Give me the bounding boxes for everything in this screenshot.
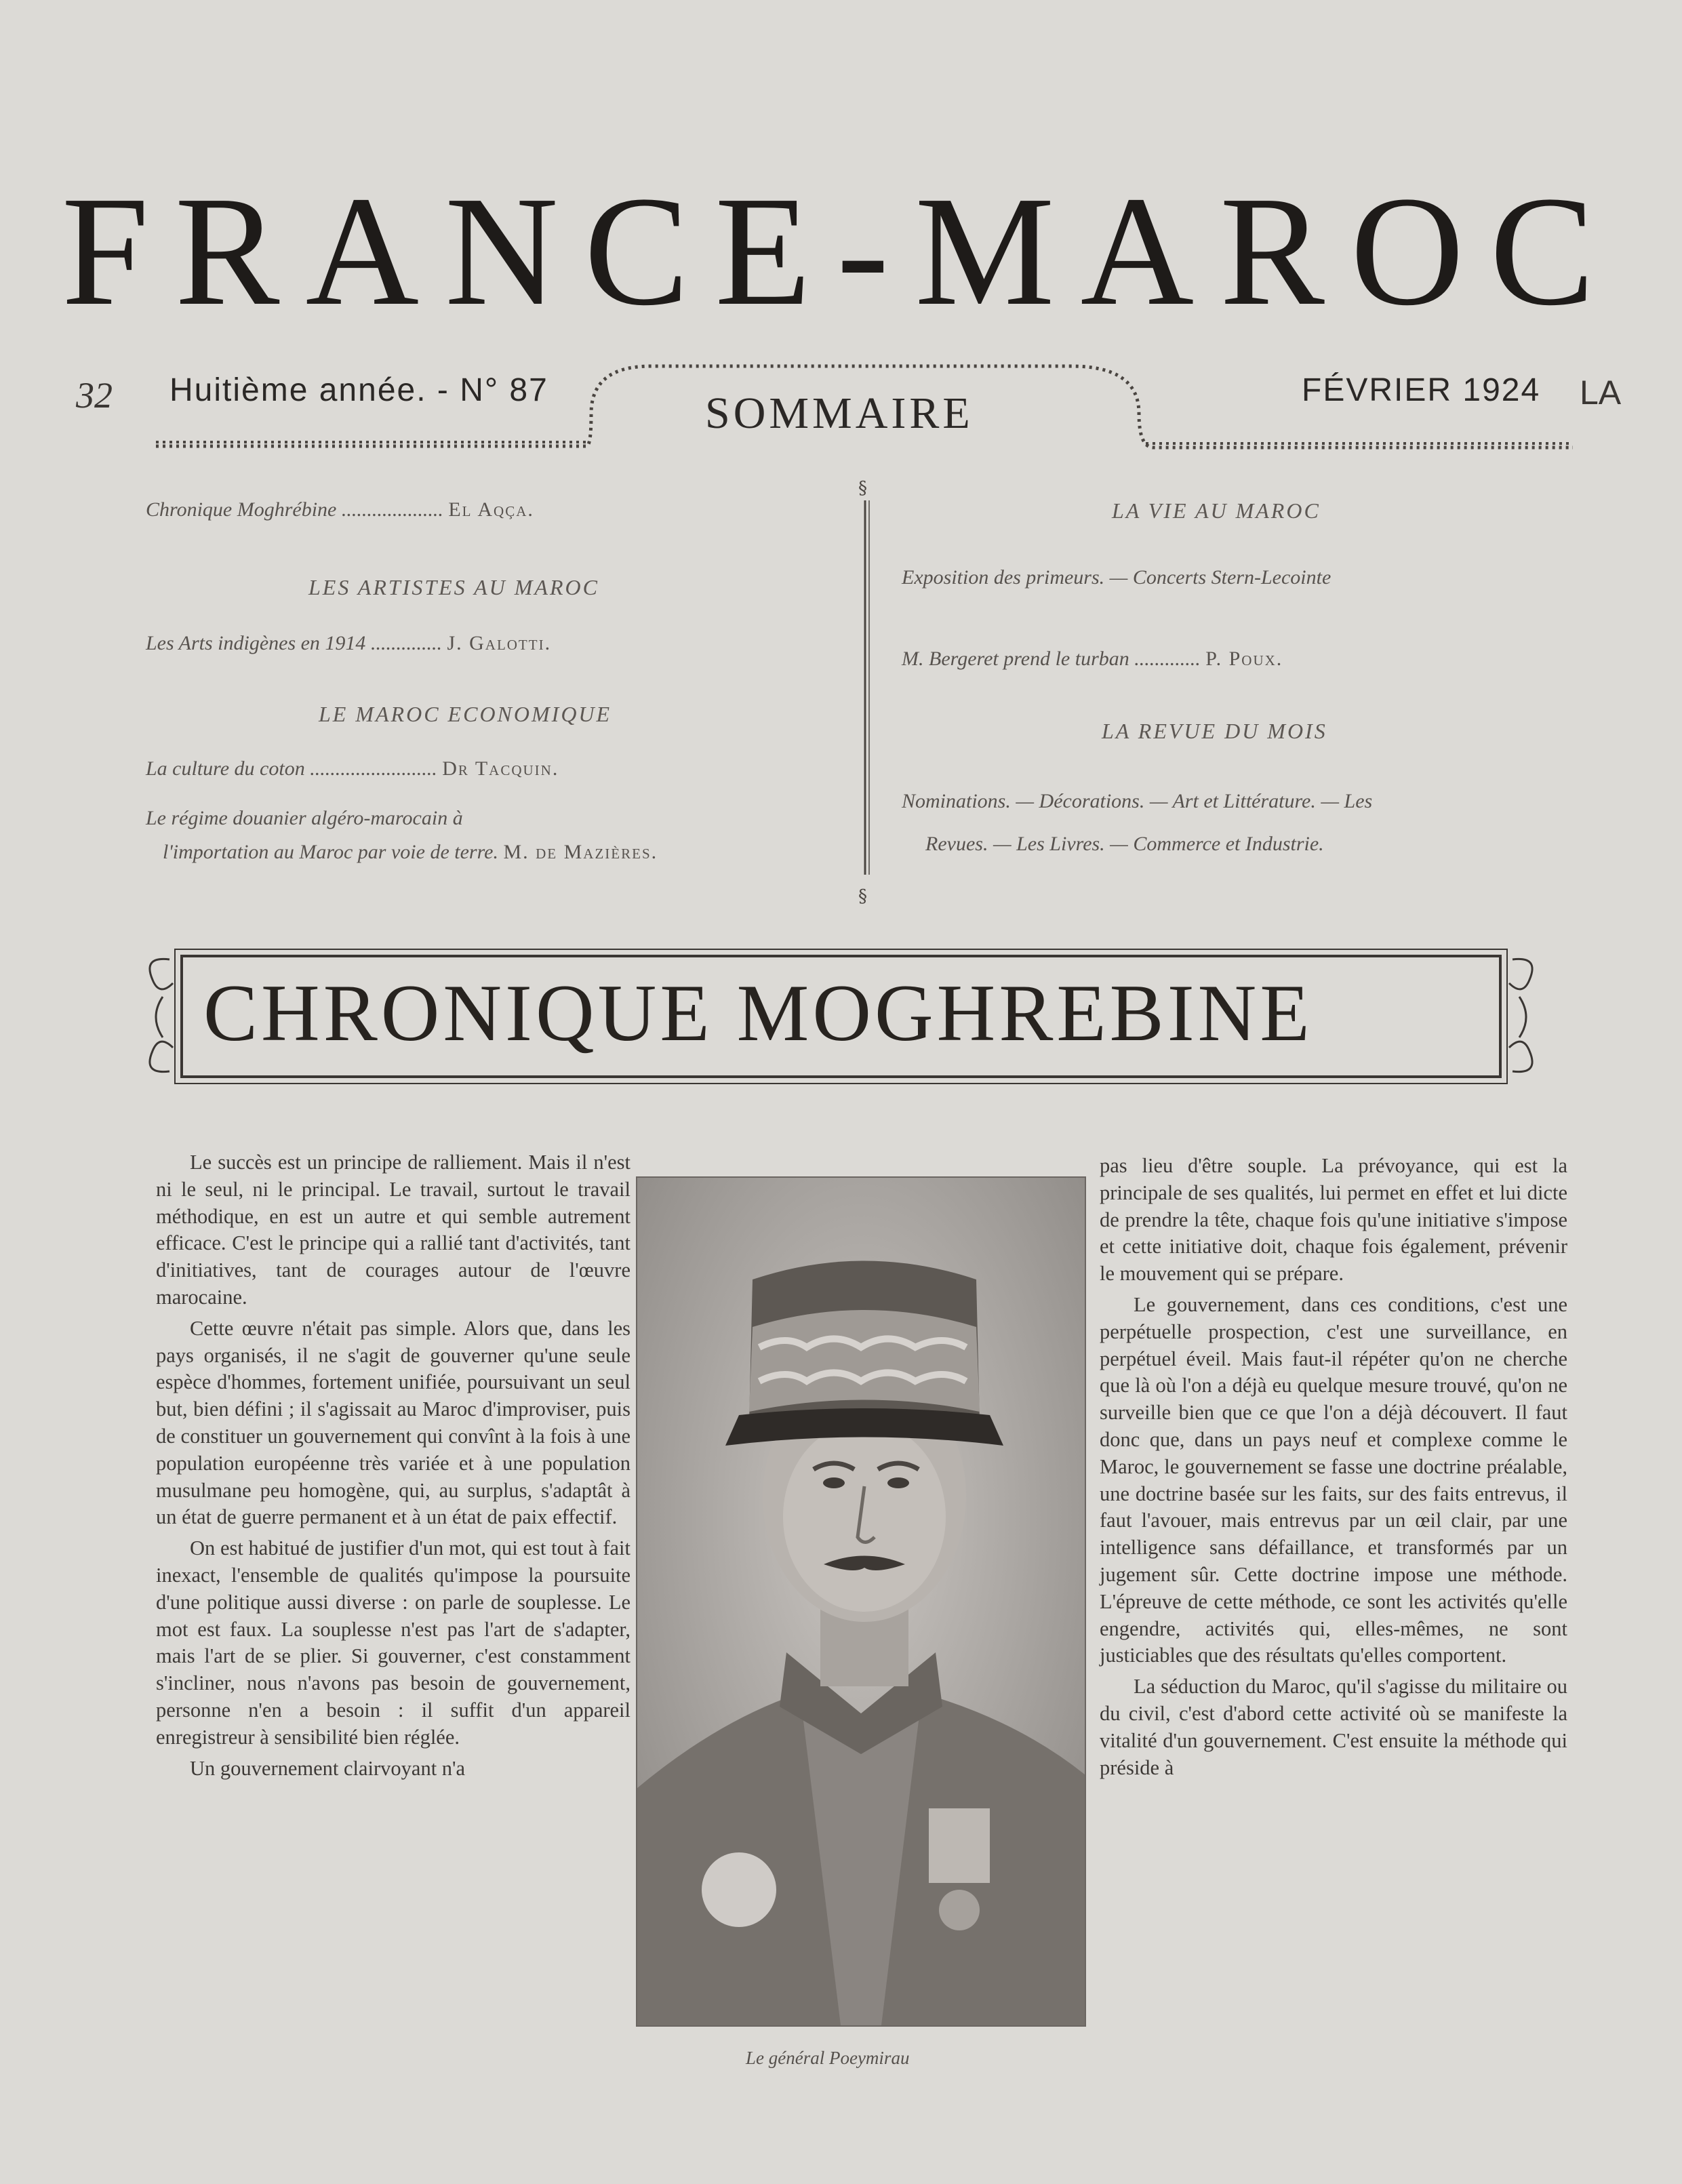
toc-entry-author: El Aqça. [448, 498, 534, 521]
issue-number: Huitième année. - N° 87 [169, 372, 548, 408]
toc-leader: .............. [370, 632, 442, 654]
paragraph: pas lieu d'être souple. La prévoyance, qui est la principale de ses qualités, lui permet en effet et lui dicte de prendre la tête, chaque fois qu'une initiative s'impose et cette initiative doit, chaque fois également, prévenir le mouvement qui se prépare. [1100, 1154, 1567, 1286]
toc-entry-regime-line2 [163, 841, 658, 864]
masthead-title: FRANCE-MAROC [61, 164, 1621, 338]
toc-leader: ............. [1134, 648, 1201, 670]
paragraph: Un gouvernement clairvoyant n'a [190, 1756, 466, 1780]
svg-text:§: § [858, 886, 867, 907]
toc-section-artistes: LES ARTISTES AU MAROC [308, 575, 599, 599]
toc-entry-title: La culture du coton [146, 757, 305, 780]
toc-entry-nominations-line2: Revues. — Les Livres. — Commerce et Industrie. [925, 833, 1324, 855]
paragraph: Le gouvernement, dans ces conditions, c'est une perpétuelle prospection, c'est une surveillance, en perpétuel éveil. Mais faut-il répéter qu'on ne cherche que là où l'on a déjà eu quelque mesure trouvé, qu'on ne surveille bien que ce que l'on a déjà découvert. Il faut donc que, dans un pays neuf et complexe comme le Maroc, le gouvernement se fasse une doctrine préalable, une doctrine basée sur les faits, sur des faits entrevus, il faut l'avouer, mais entrevus par un œil clair, par une intelligence sans défaillance, et transformés par un jugement sûr. Cette doctrine impose une méthode. L'épreuve de cette méthode, ce sont les activités qu'elle engendre, activités qui, elles-mêmes, ne sont justiciables que des résultats qu'elles comportent. [1100, 1292, 1567, 1667]
toc-entry-author: P. Poux. [1205, 648, 1283, 670]
photo-caption: Le général Poeymirau [746, 2048, 910, 2068]
toc-entry-title: M. Bergeret prend le turban [902, 648, 1129, 670]
toc-entry-regime-line1: Le régime douanier algéro-marocain à [146, 807, 463, 829]
toc-entry-bergeret [902, 648, 1283, 671]
toc-entry-arts [146, 632, 551, 655]
toc-entry-chronique [146, 498, 534, 521]
sommaire-divider [856, 475, 876, 909]
toc-entry-exposition: Exposition des primeurs. — Concerts Stern-Lecointe [902, 566, 1331, 589]
toc-entry-title: Chronique Moghrébine [146, 498, 337, 521]
toc-leader: .................... [341, 498, 443, 521]
article-heading: CHRONIQUE MOGHREBINE [203, 968, 1313, 1058]
article-column-left [156, 1149, 630, 1782]
paragraph: La séduction du Maroc, qu'il s'agisse du militaire ou du civil, c'est d'abord cette activité où se manifeste la vitalité d'un gouvernement. C'est ensuite la méthode qui préside à [1100, 1675, 1567, 1779]
toc-leader: ......................... [310, 757, 437, 780]
toc-entry-nominations-line1: Nominations. — Décorations. — Art et Littérature. — Les [902, 790, 1373, 812]
margin-handwritten-number: 32 [76, 375, 113, 416]
toc-entry-title: l'importation au Maroc par voie de terre. [163, 841, 498, 863]
toc-entry-author: Dr Tacquin. [442, 757, 559, 780]
svg-text:§: § [858, 478, 867, 498]
toc-entry-author: J. Galotti. [447, 632, 552, 654]
portrait-photo [636, 1176, 1086, 2027]
toc-section-economique: LE MAROC ECONOMIQUE [319, 702, 612, 726]
paragraph: On est habitué de justifier d'un mot, qui est tout à fait inexact, l'ensemble de qualités qu'impose la poursuite d'une politique aussi diverse : on parle de souplesse. Le mot est faux. La souplesse n'est pas l'art de s'adapter, mais l'art de se plier. Si gouverner, c'est constamment s'incliner, nous n'avons pas besoin de gouvernement, personne n'en a besoin : il suffit d'un appareil enregistreur à sensibilité bien réglée. [156, 1536, 630, 1749]
toc-section-vie: LA VIE AU MAROC [1112, 498, 1321, 523]
paragraph: Cette œuvre n'était pas simple. Alors que, dans les pays organisés, il ne s'agit de gouverner qu'une seule espèce d'hommes, fortement unifiée, poursuivant un seul but, bien défini ; il s'agissait au Maroc d'improviser, puis de constituer un gouvernement qui convînt à la fois à une population européenne très variée et à une population musulmane peu homogène, qui, au surplus, s'adaptât à un état de guerre permanent et à un état de paix effectif. [156, 1316, 630, 1529]
sommaire-title: SOMMAIRE [705, 389, 974, 438]
toc-section-revue: LA REVUE DU MOIS [1102, 719, 1327, 743]
toc-entry-coton [146, 757, 559, 780]
paragraph: Le succès est un principe de ralliement. Mais il n'est ni le seul, ni le principal. Le travail, surtout le travail méthodique, en est un autre et qui semble autrement efficace. C'est le principe qui a rallié tant d'activités, tant d'initiatives, tant de courages autour de l'œuvre marocaine. [156, 1151, 630, 1309]
margin-right-mark: LA [1580, 374, 1622, 412]
issue-date: FÉVRIER 1924 [1302, 372, 1541, 408]
toc-entry-title: Les Arts indigènes en 1914 [146, 632, 366, 654]
toc-entry-author: M. de Mazières. [503, 841, 658, 863]
portrait-illustration [637, 1178, 1085, 2025]
article-column-right [1100, 1153, 1567, 1781]
